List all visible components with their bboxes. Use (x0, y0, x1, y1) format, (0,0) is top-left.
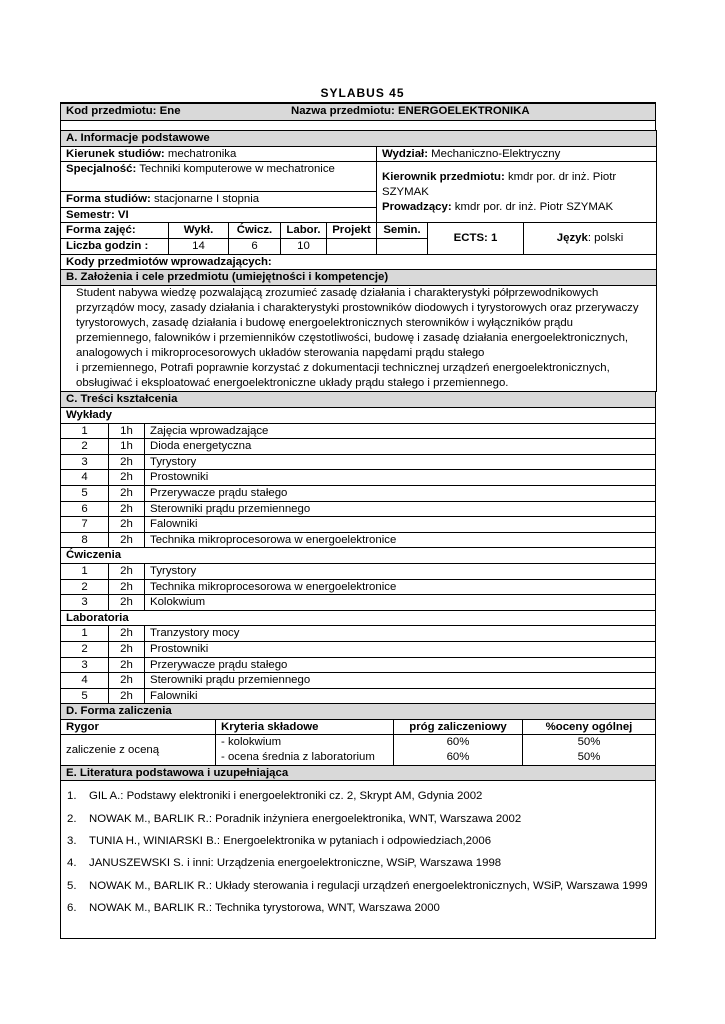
row-hours: 1h (109, 439, 145, 455)
subject-code: Kod przedmiotu: Ene (66, 105, 181, 117)
spacer (60, 121, 656, 130)
row-topic: Falowniki (145, 517, 656, 533)
item-number: 3. (67, 835, 77, 848)
table-row (61, 641, 656, 657)
row-topic: Tranzystory mocy (145, 626, 656, 642)
row-hours: 2h (109, 595, 145, 611)
ects: ECTS: 1 (428, 223, 524, 254)
row-number: 5 (61, 485, 109, 501)
kierunek-label: Kierunek studiów: (66, 147, 165, 160)
prowadzacy-value: kmdr por. dr inż. Piotr SZYMAK (451, 201, 614, 214)
kryterium: - ocena średnia z laboratorium (221, 751, 375, 764)
row-topic: Prostowniki (145, 470, 656, 486)
row-number: 3 (61, 595, 109, 611)
row-topic: Przerywacze prądu stałego (145, 657, 656, 673)
document-title: SYLABUS 45 (320, 86, 405, 100)
kody-przedmiotow: Kody przedmiotów wprowadzających: (61, 254, 657, 270)
goal-line: Student nabywa wiedzę pozwalającą zrozumieć zasadę działania i charakterystyki półprzewodnikowych (76, 286, 599, 299)
goal-line: analogowych i mikroprocesorowych układów sterowania napędami prądu stałego (76, 347, 485, 360)
row-hours: 2h (109, 641, 145, 657)
prog-value: 60% (446, 751, 470, 764)
list-item (67, 852, 650, 874)
forma-studiow-label: Forma studiów: (66, 193, 151, 206)
table-row (61, 501, 656, 517)
col-projekt: Projekt (327, 223, 377, 239)
literature-list (60, 781, 656, 938)
col-rygor: Rygor (61, 719, 216, 735)
section-e-heading: E. Literatura podstawowa i uzupełniająca (61, 765, 656, 781)
subject-header (60, 102, 656, 121)
goal-line: przemiennego, falowników i przemienników częstotliwości, budowę i zasadę działania energoelektronicznych, (76, 332, 629, 345)
hours-projekt (327, 238, 377, 254)
prog-cell (394, 735, 523, 765)
col-ocena: %oceny ogólnej (523, 719, 656, 735)
table-row (61, 688, 656, 704)
item-text: TUNIA H., WINIARSKI B.: Energoelektronika w pytaniach i odpowiedziach,2006 (89, 835, 492, 848)
goal-line: i przemiennego, Potrafi poprawnie korzystać z dokumentacji technicznej urządzeń energoelektronicznych, (76, 362, 610, 375)
forma-zajec-label: Forma zajęć: (61, 223, 169, 239)
row-hours: 2h (109, 688, 145, 704)
kryterium: - kolokwium (221, 736, 282, 749)
row-topic: Zajęcia wprowadzające (145, 423, 656, 439)
goal-line: tyrystorowych, zasadę działania i budowę energoelektronicznych sterowników i wyłączników prądu (76, 316, 573, 329)
hours-semin (377, 238, 428, 254)
list-item (67, 808, 650, 830)
section-d-heading: D. Forma zaliczenia (61, 704, 656, 719)
kryteria-cell (216, 735, 394, 765)
ocena-value: 50% (577, 751, 601, 764)
table-row (61, 563, 656, 579)
row-number: 5 (61, 688, 109, 704)
table-row (61, 423, 656, 439)
goal-line: przyrządów mocy, zasady działania i charakterystyki prostowników diodowych i tyrystorowych oraz przerywaczy (76, 301, 639, 314)
hours-wykl: 14 (169, 238, 229, 254)
col-kryteria: Kryteria składowe (216, 719, 394, 735)
kierunek-cell (61, 146, 377, 162)
section-a-table (60, 130, 657, 392)
section-c-heading: C. Treści kształcenia (61, 392, 656, 407)
row-number: 2 (61, 439, 109, 455)
row-topic: Technika mikroprocesorowa w energoelektronice (145, 532, 656, 548)
row-hours: 2h (109, 470, 145, 486)
row-topic: Kolokwium (145, 595, 656, 611)
table-row (61, 673, 656, 689)
item-text: GIL A.: Podstawy elektroniki i energoelektroniki cz. 2, Skrypt AM, Gdynia 2002 (89, 790, 483, 803)
row-number: 2 (61, 641, 109, 657)
forma-studiow-value: stacjonarne I stopnia (150, 193, 260, 206)
row-hours: 1h (109, 423, 145, 439)
row-hours: 2h (109, 501, 145, 517)
wydzial-cell (377, 146, 657, 162)
row-topic: Technika mikroprocesorowa w energoelektronice (145, 579, 656, 595)
row-topic: Prostowniki (145, 641, 656, 657)
wydzial-value: Mechaniczno-Elektryczny (428, 147, 561, 160)
row-topic: Przerywacze prądu stałego (145, 485, 656, 501)
row-number: 8 (61, 532, 109, 548)
kierownik-cell (377, 162, 657, 223)
item-text: JANUSZEWSKI S. i inni: Urządzenia energoelektroniczne, WSiP, Warszawa 1998 (89, 857, 502, 870)
row-hours: 2h (109, 626, 145, 642)
row-number: 7 (61, 517, 109, 533)
liczba-godzin-label: Liczba godzin : (61, 238, 169, 254)
row-number: 4 (61, 673, 109, 689)
row-topic: Sterowniki prądu przemiennego (145, 673, 656, 689)
row-hours: 2h (109, 485, 145, 501)
cwiczenia-label: Ćwiczenia (61, 548, 656, 564)
kierownik-value: kmdr por. dr inż. Piotr SZYMAK (382, 171, 617, 199)
specjalnosc-cell (61, 162, 377, 192)
goal-line: obsługiwać i eksploatować energoelektroniczne układy prądu stałego i przemiennego. (76, 377, 509, 390)
jezyk-label: Język (556, 232, 588, 245)
col-labor: Labor. (281, 223, 327, 239)
hours-labor: 10 (281, 238, 327, 254)
jezyk-cell (524, 223, 657, 254)
prowadzacy-label: Prowadzący: (382, 201, 452, 214)
row-topic: Falowniki (145, 688, 656, 704)
list-item (67, 897, 650, 919)
row-topic: Sterowniki prądu przemiennego (145, 501, 656, 517)
row-hours: 2h (109, 563, 145, 579)
rygor-value: zaliczenie z oceną (61, 735, 216, 765)
col-wykl: Wykł. (169, 223, 229, 239)
row-topic: Dioda energetyczna (145, 439, 656, 455)
row-number: 4 (61, 470, 109, 486)
item-text: NOWAK M., BARLIK R.: Układy sterowania i regulacji urządzeń energoelektronicznych, WSiP, Warszawa 1999 (89, 879, 648, 892)
table-row (61, 485, 656, 501)
item-number: 5. (67, 879, 77, 892)
item-number: 4. (67, 857, 77, 870)
jezyk-value: : polski (587, 232, 624, 245)
row-number: 6 (61, 501, 109, 517)
table-row (61, 532, 656, 548)
specjalnosc-label: Specjalność: (66, 163, 137, 176)
row-number: 3 (61, 454, 109, 470)
table-row (61, 579, 656, 595)
row-number: 2 (61, 579, 109, 595)
table-row (61, 657, 656, 673)
prog-value: 60% (446, 736, 470, 749)
kierownik-label: Kierownik przedmiotu: (382, 171, 505, 184)
row-topic: Tyrystory (145, 563, 656, 579)
wyklady-label: Wykłady (61, 408, 656, 424)
item-number: 6. (67, 902, 77, 915)
section-d-table (60, 704, 656, 781)
list-item (67, 830, 650, 852)
row-hours: 2h (109, 454, 145, 470)
table-row (61, 439, 656, 455)
col-cwicz: Ćwicz. (229, 223, 281, 239)
row-hours: 2h (109, 657, 145, 673)
kierunek-value: mechatronika (164, 147, 237, 160)
specjalnosc-value: Techniki komputerowe w mechatronice (136, 163, 335, 176)
forma-studiow-cell (61, 192, 377, 208)
ocena-value: 50% (577, 736, 601, 749)
section-b-heading: B. Założenia i cele przedmiotu (umiejętności i kompetencje) (61, 270, 657, 286)
syllabus-form (60, 102, 656, 939)
table-row (61, 517, 656, 533)
item-number: 1. (67, 790, 77, 803)
table-row (61, 454, 656, 470)
semestr: Semestr: VI (61, 207, 377, 223)
laboratoria-label: Laboratoria (61, 610, 656, 626)
table-row (61, 595, 656, 611)
list-item (67, 785, 650, 807)
section-c-body (61, 392, 656, 703)
row-hours: 2h (109, 579, 145, 595)
item-text: NOWAK M., BARLIK R.: Poradnik inżyniera energoelektronika, WNT, Warszawa 2002 (89, 812, 522, 825)
row-topic: Tyrystory (145, 454, 656, 470)
row-number: 1 (61, 423, 109, 439)
wydzial-label: Wydział: (382, 147, 428, 160)
hours-cwicz: 6 (229, 238, 281, 254)
subject-name: Nazwa przedmiotu: ENERGOELEKTRONIKA (291, 105, 530, 117)
table-row (61, 470, 656, 486)
row-hours: 2h (109, 532, 145, 548)
row-hours: 2h (109, 673, 145, 689)
row-hours: 2h (109, 517, 145, 533)
list-item (67, 875, 650, 897)
col-semin: Semin. (377, 223, 428, 239)
ocena-cell (523, 735, 656, 765)
section-c-table (60, 392, 656, 704)
row-number: 3 (61, 657, 109, 673)
item-number: 2. (67, 812, 77, 825)
row-number: 1 (61, 563, 109, 579)
section-a-heading: A. Informacje podstawowe (61, 131, 657, 147)
table-row (61, 626, 656, 642)
col-prog: próg zaliczeniowy (394, 719, 523, 735)
row-number: 1 (61, 626, 109, 642)
section-b-text (61, 285, 657, 392)
item-text: NOWAK M., BARLIK R.: Technika tyrystorowa, WNT, Warszawa 2000 (89, 902, 440, 915)
